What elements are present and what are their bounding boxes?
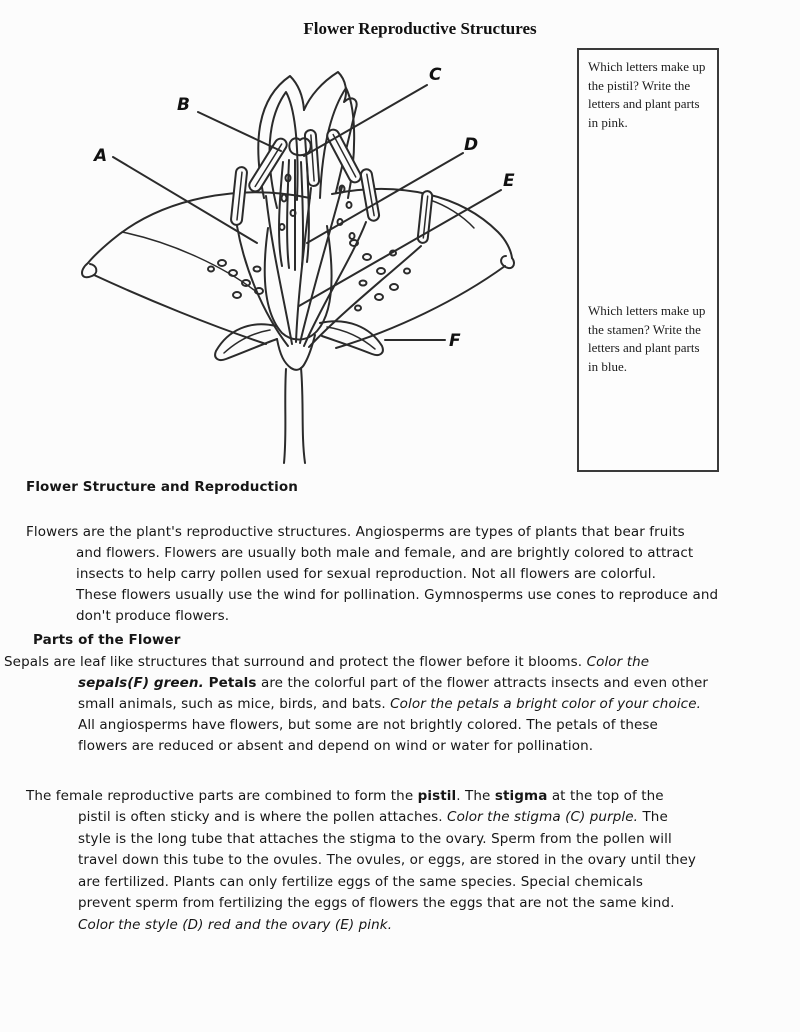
flower-diagram (55, 48, 575, 472)
text-run: are fertilized. Plants can only fertilize eggs of the same species. Special chemicals (78, 874, 644, 890)
diagram-label-e: E (503, 171, 515, 191)
text-run: All angiosperms have flowers, but some are not brightly colored. The petals of these (78, 717, 658, 733)
text-line (76, 587, 718, 603)
text-run: travel down this tube to the ovules. The ovules, or eggs, are stored in the ovary until they (78, 852, 696, 868)
text-run: Flowers are the plant's reproductive structures. Angiosperms are types of plants that bear fruits (26, 524, 685, 540)
text-line (76, 545, 693, 561)
diagram-label-a: A (94, 146, 108, 166)
question-stamen: Which letters make up the stamen? Write the letters and plant parts in blue. (588, 303, 706, 374)
text-run: The (638, 809, 668, 825)
text-run: and flowers. Flowers are usually both male and female, and are brightly colored to attract (76, 545, 694, 561)
text-line (78, 738, 593, 754)
text-run: stigma (494, 788, 548, 804)
text-line (78, 675, 708, 691)
text-line (76, 608, 229, 624)
text-run: sepals(F) green. (78, 675, 209, 691)
text-run: pistil (417, 788, 457, 804)
text-run: Color the (586, 654, 650, 670)
diagram-label-f: F (449, 331, 461, 351)
text-run: . The (456, 788, 495, 804)
heading-flower-structure (26, 479, 298, 495)
question-box (577, 48, 719, 472)
text-run: flowers are reduced or absent and depend on wind or water for pollination. (78, 738, 594, 754)
stem (277, 335, 315, 463)
text-run: style is the long tube that attaches the stigma to the ovary. Sperm from the pollen will (78, 831, 672, 847)
page-title: Flower Reproductive Structures (303, 19, 537, 38)
text-line (78, 809, 668, 825)
text-line (78, 831, 672, 847)
question-pistil: Which letters make up the pistil? Write the letters and plant parts in pink. (588, 59, 706, 130)
text-run: Color the petals a bright color of your choice. (390, 696, 701, 712)
diagram-label-c: C (429, 65, 442, 85)
text-line (78, 917, 392, 933)
text-run: The female reproductive parts are combined to form the (26, 788, 418, 804)
text-run: don't produce flowers. (76, 608, 230, 624)
text-run: at the top of the (547, 788, 664, 804)
text-run: Parts of the Flower (33, 632, 181, 648)
text-line (26, 788, 664, 804)
side-petals (82, 189, 514, 348)
text-run: These flowers usually use the wind for pollination. Gymnosperms use cones to reproduce and (76, 587, 719, 603)
text-line (76, 566, 656, 582)
text-run: insects to help carry pollen used for sexual reproduction. Not all flowers are colorful. (76, 566, 657, 582)
text-line (4, 654, 649, 670)
text-run: Petals (208, 675, 257, 691)
text-run: Flower Structure and Reproduction (26, 479, 298, 495)
diagram-label-b: B (177, 95, 190, 115)
leader-lines (113, 85, 501, 340)
text-run: Sepals are leaf like structures that surround and protect the flower before it blooms. (4, 654, 587, 670)
text-run: Color the stigma (C) purple. (447, 809, 639, 825)
text-run: pistil is often sticky and is where the pollen attaches. (78, 809, 448, 825)
text-run: Color the style (D) red and the ovary (E) pink. (78, 917, 393, 933)
text-line (78, 696, 701, 712)
text-line (78, 895, 674, 911)
heading-parts-of-flower (33, 632, 181, 648)
text-line (26, 524, 685, 540)
diagram-label-d: D (464, 135, 479, 155)
text-run: are the colorful part of the flower attracts insects and even other (256, 675, 709, 691)
text-run: prevent sperm from fertilizing the eggs of flowers the eggs that are not the same kind. (78, 895, 675, 911)
text-run: small animals, such as mice, birds, and bats. (78, 696, 391, 712)
text-line (78, 717, 658, 733)
text-line (78, 874, 643, 890)
text-line (78, 852, 696, 868)
